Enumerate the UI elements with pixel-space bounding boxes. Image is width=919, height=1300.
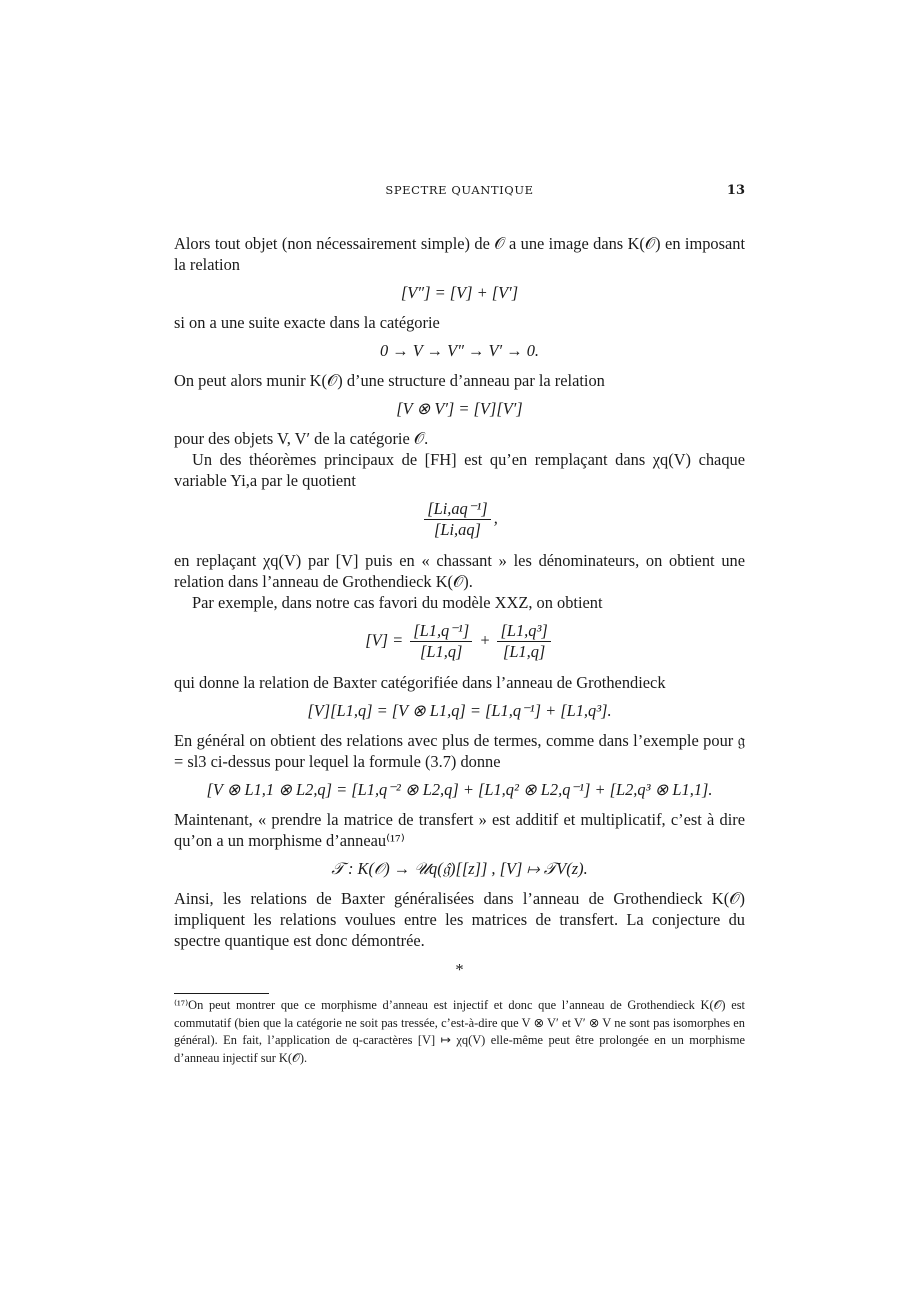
- paragraph: Ainsi, les relations de Baxter généralisées dans l’anneau de Grothendieck K(𝒪) impliquent les relations voulues entre les matrices de transfert. La conjecture du spectre quantique est donc démontrée.: [174, 889, 745, 950]
- paragraph: en replaçant χq(V) par [V] puis en « chassant » les dénominateurs, on obtient une relation dans l’anneau de Grothendieck K(𝒪).: [174, 551, 745, 591]
- equation-fraction: [174, 621, 745, 662]
- equation-punctuation: ,: [493, 508, 498, 528]
- plus-sign: +: [479, 630, 491, 650]
- running-header: [174, 183, 745, 199]
- paragraph: Un des théorèmes principaux de [FH] est qu’en remplaçant dans χq(V) chaque variable Yi,a par le quotient: [174, 450, 745, 490]
- footnote: ⁽¹⁷⁾On peut montrer que ce morphisme d’anneau est injectif et donc que l’anneau de Grothendieck K(𝒪) est commutatif (bien que la catégorie ne soit pas tressée, c’est-à-dire que V ⊗ V′ et V′ ⊗ V ne sont pas isomorphes en général). En fait, l’application de q-caractères [V] ↦ χq(V) elle-même peut être prolongée en un morphisme d’anneau injectif sur K(𝒪).: [174, 998, 745, 1065]
- denominator: [L1,q]: [502, 642, 546, 661]
- fraction: [410, 621, 472, 662]
- paragraph: Alors tout objet (non nécessairement simple) de 𝒪 a une image dans K(𝒪) en imposant la relation: [174, 234, 745, 274]
- section-separator: *: [455, 960, 464, 979]
- paragraph: En général on obtient des relations avec plus de termes, comme dans l’exemple pour 𝔤 = sl3 ci-dessus pour lequel la formule (3.7) donne: [174, 731, 745, 771]
- page-number: 13: [726, 183, 745, 198]
- running-title: SPECTRE QUANTIQUE: [385, 183, 534, 197]
- numerator: [Li,aq⁻¹]: [424, 499, 490, 520]
- paragraph: pour des objets V, V′ de la catégorie 𝒪.: [174, 429, 429, 448]
- paragraph: Maintenant, « prendre la matrice de transfert » est additif et multiplicatif, c’est à dire qu’on a un morphisme d’anneau⁽¹⁷⁾: [174, 810, 745, 850]
- main-text: [174, 233, 745, 980]
- footnote-rule: [174, 993, 269, 994]
- equation-lhs: [V] =: [365, 630, 404, 650]
- fraction: [497, 621, 550, 662]
- equation: 0 → V → V″ → V′ → 0.: [380, 341, 539, 360]
- paragraph: qui donne la relation de Baxter catégorifiée dans l’anneau de Grothendieck: [174, 673, 666, 692]
- equation-fraction: [174, 499, 745, 540]
- paragraph: On peut alors munir K(𝒪) d’une structure d’anneau par la relation: [174, 371, 605, 390]
- denominator: [Li,aq]: [433, 520, 481, 539]
- equation: [V][L1,q] = [V ⊗ L1,q] = [L1,q⁻¹] + [L1,q³].: [307, 701, 612, 720]
- paragraph: si on a une suite exacte dans la catégorie: [174, 313, 440, 332]
- equation: 𝒯 : K(𝒪) → 𝒰q(𝔤̂)[[z]] , [V] ↦ 𝒯V(z).: [331, 859, 588, 878]
- equation: [V ⊗ L1,1 ⊗ L2,q] = [L1,q⁻² ⊗ L2,q] + [L1,q² ⊗ L2,q⁻¹] + [L2,q³ ⊗ L1,1].: [206, 780, 713, 799]
- equation: [V ⊗ V′] = [V][V′]: [396, 399, 523, 418]
- numerator: [L1,q⁻¹]: [410, 621, 472, 642]
- numerator: [L1,q³]: [497, 621, 550, 642]
- paragraph: Par exemple, dans notre cas favori du modèle XXZ, on obtient: [192, 593, 603, 612]
- denominator: [L1,q]: [420, 642, 463, 661]
- fraction: [424, 499, 490, 540]
- equation: [V″] = [V] + [V′]: [400, 283, 519, 302]
